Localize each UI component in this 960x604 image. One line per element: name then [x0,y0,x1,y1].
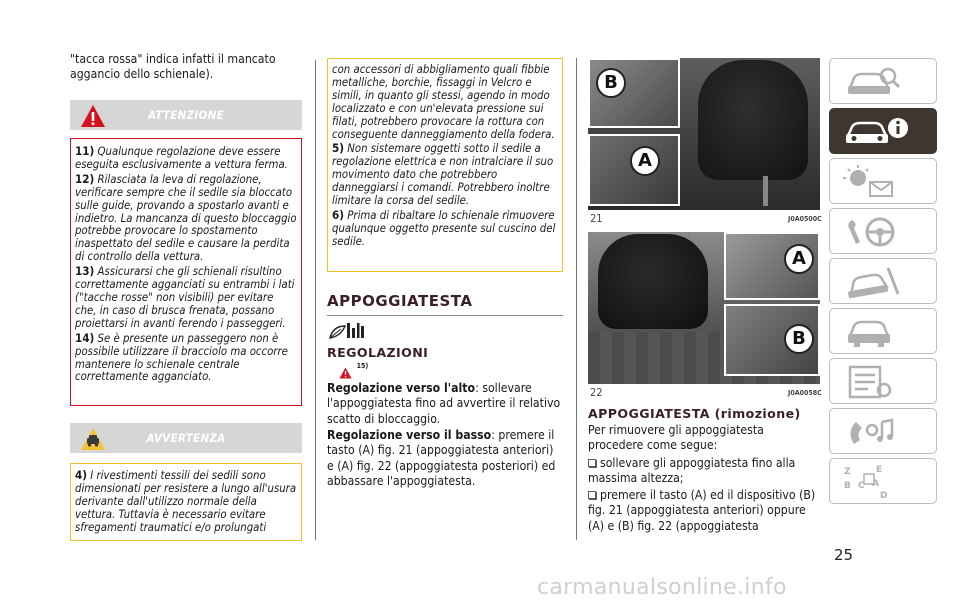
attenzione-block [70,100,302,406]
tab-car-search[interactable] [829,58,937,104]
figure-21-code: J0A0500C [788,215,822,223]
label-a-rear-circle: A [784,244,814,274]
intro-text: "tacca rossa" indica infatti il mancato aggancio dello schienale). [70,52,276,82]
label-b-rear-circle: B [784,324,814,354]
headrest-rod [763,176,768,206]
removal-heading: APPOGGIATESTA (rimozione) [588,406,801,421]
tab-index[interactable] [829,458,937,504]
car-service-icon [842,314,902,350]
figure-22-photo [588,232,820,384]
label-a-circle: A [630,146,660,176]
avvertenza-block [70,423,302,541]
figure-22-number: 22 [590,386,603,399]
page-number: 25 [834,546,854,564]
checklist-icon [842,364,902,400]
paragraph-raise: Regolazione verso l'alto: sollevare l'appoggiatesta fino ad avvertire il relativo scatto di bloccaggio. [327,381,561,426]
column-divider-2 [576,58,577,540]
paragraph-lower: Regolazione verso il basso: premere il tasto (A) fig. 21 (appoggiatesta anteriori) e (A) fig. 22 (appoggiatesta posteriori) ed abbassare l'appoggiatesta. [327,428,556,489]
warning-small-icon [339,367,352,379]
attenzione-title: ATTENZIONE [148,108,224,122]
bullet-square-icon [588,459,596,467]
rear-headrest-shape [598,234,708,329]
note-4: 4) I rivestimenti tessili dei sedili sono dimensionati per resistere a lungo all'usura derivante dall'utilizzo normale della vettura. Tuttavia è necessario evitare sfregamenti traumatici e/o prolungati [75,468,297,534]
note-12: 12) Rilasciata la leva di regolazione, verificare sempre che il sedile sia bloccato sulle guide, provando a spostarlo avanti e indietro. La mancanza di questo bloccaggio potrebbe provocare lo spostamento inaspettato del sedile e causare la perdita di controllo della vettura. [75,171,297,264]
watermark: carmanualsonline.info [537,575,787,600]
note-13: 13) Assicurarsi che gli schienali risultino correttamente agganciati su entrambi i lati ("tacche rosse" non visibili) per evitare che, in caso di brusca frenata, possano proiettarsi in avanti ferendo i passeggeri. [75,264,295,330]
warning-lights-icon [842,164,902,200]
avvertenza-box [70,463,302,541]
figure-21-photo [588,58,820,210]
bullet-item: sollevare gli appoggiatesta fino alla massima altezza; [588,456,796,486]
car-search-icon [842,64,902,100]
index-icon [842,464,902,504]
leaf-eco-icon [327,320,367,342]
tab-car-info[interactable] [829,108,937,154]
note-6: 6) Prima di ribaltare lo schienale rimuovere qualunque oggetto presente sul cuscino del sedile. [332,207,556,248]
index-letter-a: A [872,479,879,489]
index-letter-c: C [858,481,865,491]
section-title: APPOGGIATESTA [327,292,563,316]
tab-multimedia[interactable] [829,408,937,454]
figure-22-code: J0A0058C [788,389,822,397]
tab-car-service[interactable] [829,308,937,354]
ref-number: 15) [356,362,369,370]
ref-warning [339,362,368,381]
car-info-icon [842,114,912,150]
index-letter-b: B [844,481,851,491]
avvertenza-banner [70,423,302,453]
bullet-item: premere il tasto (A) ed il dispositivo (B) fig. 21 (appoggiatesta anteriori) oppure (A) e (B) fig. 22 (appoggiatesta [588,488,816,533]
index-letter-d: D [880,491,888,501]
tab-warning-lights[interactable] [829,158,937,204]
tab-car-crash[interactable] [829,258,937,304]
headrest-shape [698,60,808,180]
tools-steering-icon [842,214,902,250]
index-letter-e: E [876,465,883,475]
tab-checklist[interactable] [829,358,937,404]
avvertenza-title: AVVERTENZA [146,431,226,445]
note-11: 11) Qualunque regolazione deve essere eseguita esclusivamente a vettura ferma. [75,144,288,171]
sub-title: REGOLAZIONI [327,345,429,360]
attenzione-box [70,138,302,406]
chapter-sidebar [829,58,937,508]
tab-tools-steering[interactable] [829,208,937,254]
avvertenza-continued-box [327,58,563,272]
bullet-square-icon [588,491,596,499]
index-letter-z: Z [844,467,851,477]
column-divider [315,60,316,540]
note-5: 5) Non sistemare oggetti sotto il sedile a regolazione elettrica e non intralciare il suo movimento dato che potrebbero danneggiarsi i comandi. Potrebbero inoltre limitare la corsa del sedile. [332,141,554,208]
figure-21-number: 21 [590,212,603,225]
note-14: 14) Se è presente un passeggero non è possibile utilizzare il bracciolo ma occorre mantenere lo schienale centrale correttamente agganciato. [75,330,288,384]
multimedia-icon [842,414,902,450]
attenzione-banner [70,100,302,130]
removal-intro: Per rimuovere gli appoggiatesta procedere come segue: [588,423,764,453]
car-crash-icon [842,264,902,300]
label-b-circle: B [596,68,626,98]
note-4-cont: con accessori di abbigliamento quali fibbie metalliche, borchie, fissaggi in Velcro e simili, in quanto gli stessi, agendo in modo localizzato e con un'elevata pressione sui filati, potrebbero provocare la rottura con conseguente danneggiamento della fodera. [332,63,555,141]
